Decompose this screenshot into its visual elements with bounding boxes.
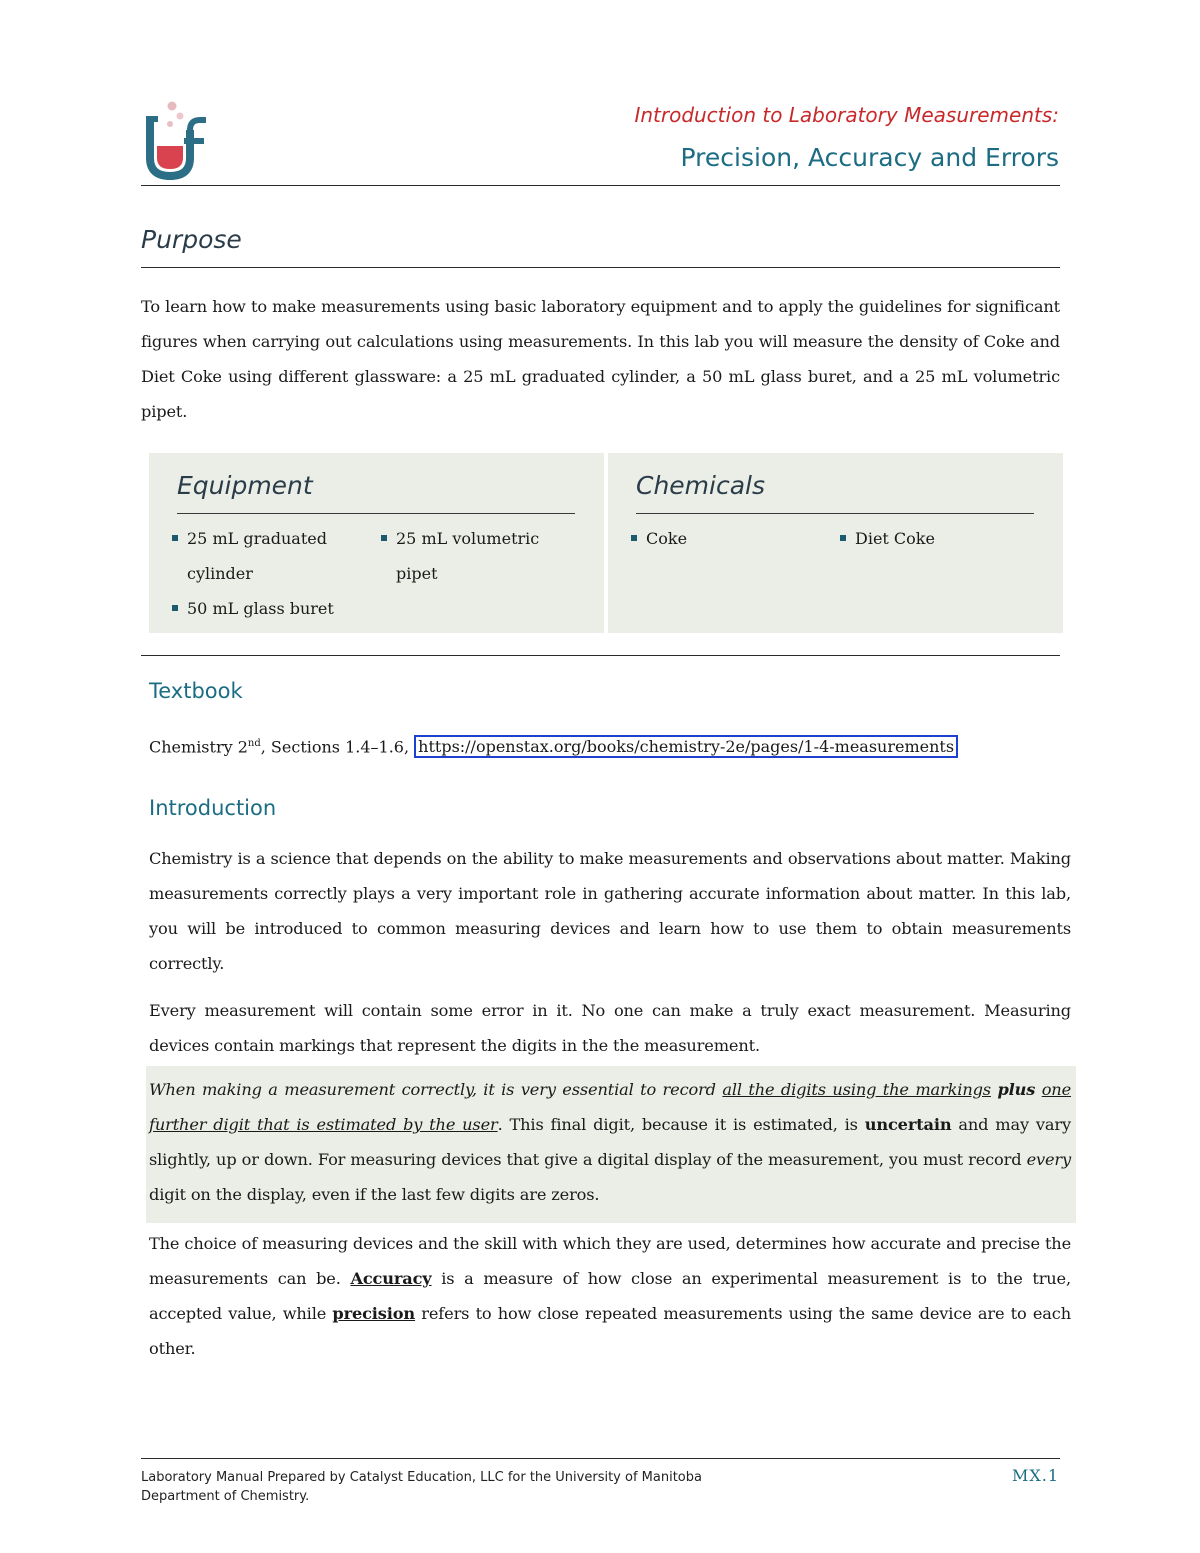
purpose-divider — [141, 267, 1060, 268]
intro-paragraph-3: The choice of measuring devices and the skill with which they are used, determines how accurate and precise the measurements can be. Accuracy is a measure of how close an experimental measurement is to the true, accepted value, while precision refers to how close repeated measurements using the same device are to each other. — [149, 1234, 1071, 1358]
university-logo — [144, 100, 208, 180]
bullet-icon — [631, 535, 637, 541]
textbook-reference — [149, 730, 958, 761]
textbook-edition: nd — [247, 738, 261, 749]
chemicals-heading: Chemicals — [636, 471, 766, 500]
equipment-divider — [177, 513, 575, 514]
header-divider — [141, 185, 1060, 186]
footer-line-2: Department of Chemistry. — [141, 1489, 310, 1504]
purpose-text: To learn how to make measurements using basic laboratory equipment and to apply the guidelines for significant figures when carrying out calculations using measurements. In this lab you will measure the density of Coke and Diet Coke using different glassware: a 25 mL graduated cylinder, a 50 mL glass buret, and a 25 mL volumetric pipet. — [141, 297, 1060, 421]
footer-divider — [141, 1458, 1060, 1459]
bullet-icon — [172, 535, 178, 541]
purpose-heading: Purpose — [141, 225, 242, 254]
footer-line-1: Laboratory Manual Prepared by Catalyst Education, LLC for the University of Manitoba — [141, 1470, 702, 1485]
equipment-item: 25 mL graduated cylinder — [187, 521, 347, 591]
introduction-heading: Introduction — [149, 796, 277, 820]
textbook-sections: , Sections 1.4–1.6, — [260, 737, 415, 757]
bullet-icon — [381, 535, 387, 541]
equipment-item: 50 mL glass buret — [187, 591, 367, 626]
footer-credit — [141, 1468, 702, 1506]
equipment-heading: Equipment — [177, 471, 313, 500]
header-subtitle: Introduction to Laboratory Measurements: — [634, 103, 1059, 127]
chemicals-box — [608, 453, 1063, 633]
equipment-box — [149, 453, 604, 633]
equipment-item: 25 mL volumetric pipet — [396, 521, 571, 591]
header-title: Precision, Accuracy and Errors — [680, 143, 1059, 172]
materials-divider — [141, 655, 1060, 656]
textbook-title: Chemistry 2 — [149, 737, 248, 757]
chemical-item: Coke — [646, 521, 796, 556]
bullet-icon — [172, 605, 178, 611]
key-point-callout — [146, 1066, 1076, 1223]
intro-paragraph-2: Every measurement will contain some error in it. No one can make a truly exact measurement. Measuring devices contain markings that represent the digits in the the measurement. — [149, 1001, 1071, 1055]
bullet-icon — [840, 535, 846, 541]
chemicals-divider — [636, 513, 1034, 514]
intro-paragraph-1: Chemistry is a science that depends on the ability to make measurements and observations about matter. Making measurements correctly plays a very important role in gathering accurate information about matter. In this lab, you will be introduced to common measuring devices and learn how to use them to obtain measurements correctly. — [149, 849, 1071, 973]
chemical-item: Diet Coke — [855, 521, 1005, 556]
textbook-heading: Textbook — [149, 679, 243, 703]
page-number: MX.1 — [1011, 1466, 1059, 1485]
callout-text: When making a measurement correctly, it is very essential to record all the digits using the markings plus one further digit that is estimated by the user. This final digit, because it is estimated, is uncertain and may vary slightly, up or down. For measuring devices that give a digital display of the measurement, you must record every digit on the display, even if the last few digits are zeros. — [149, 1080, 1072, 1204]
textbook-link[interactable]: https://openstax.org/books/chemistry-2e/pages/1-4-measurements — [414, 735, 958, 758]
materials-panel — [149, 453, 1063, 633]
